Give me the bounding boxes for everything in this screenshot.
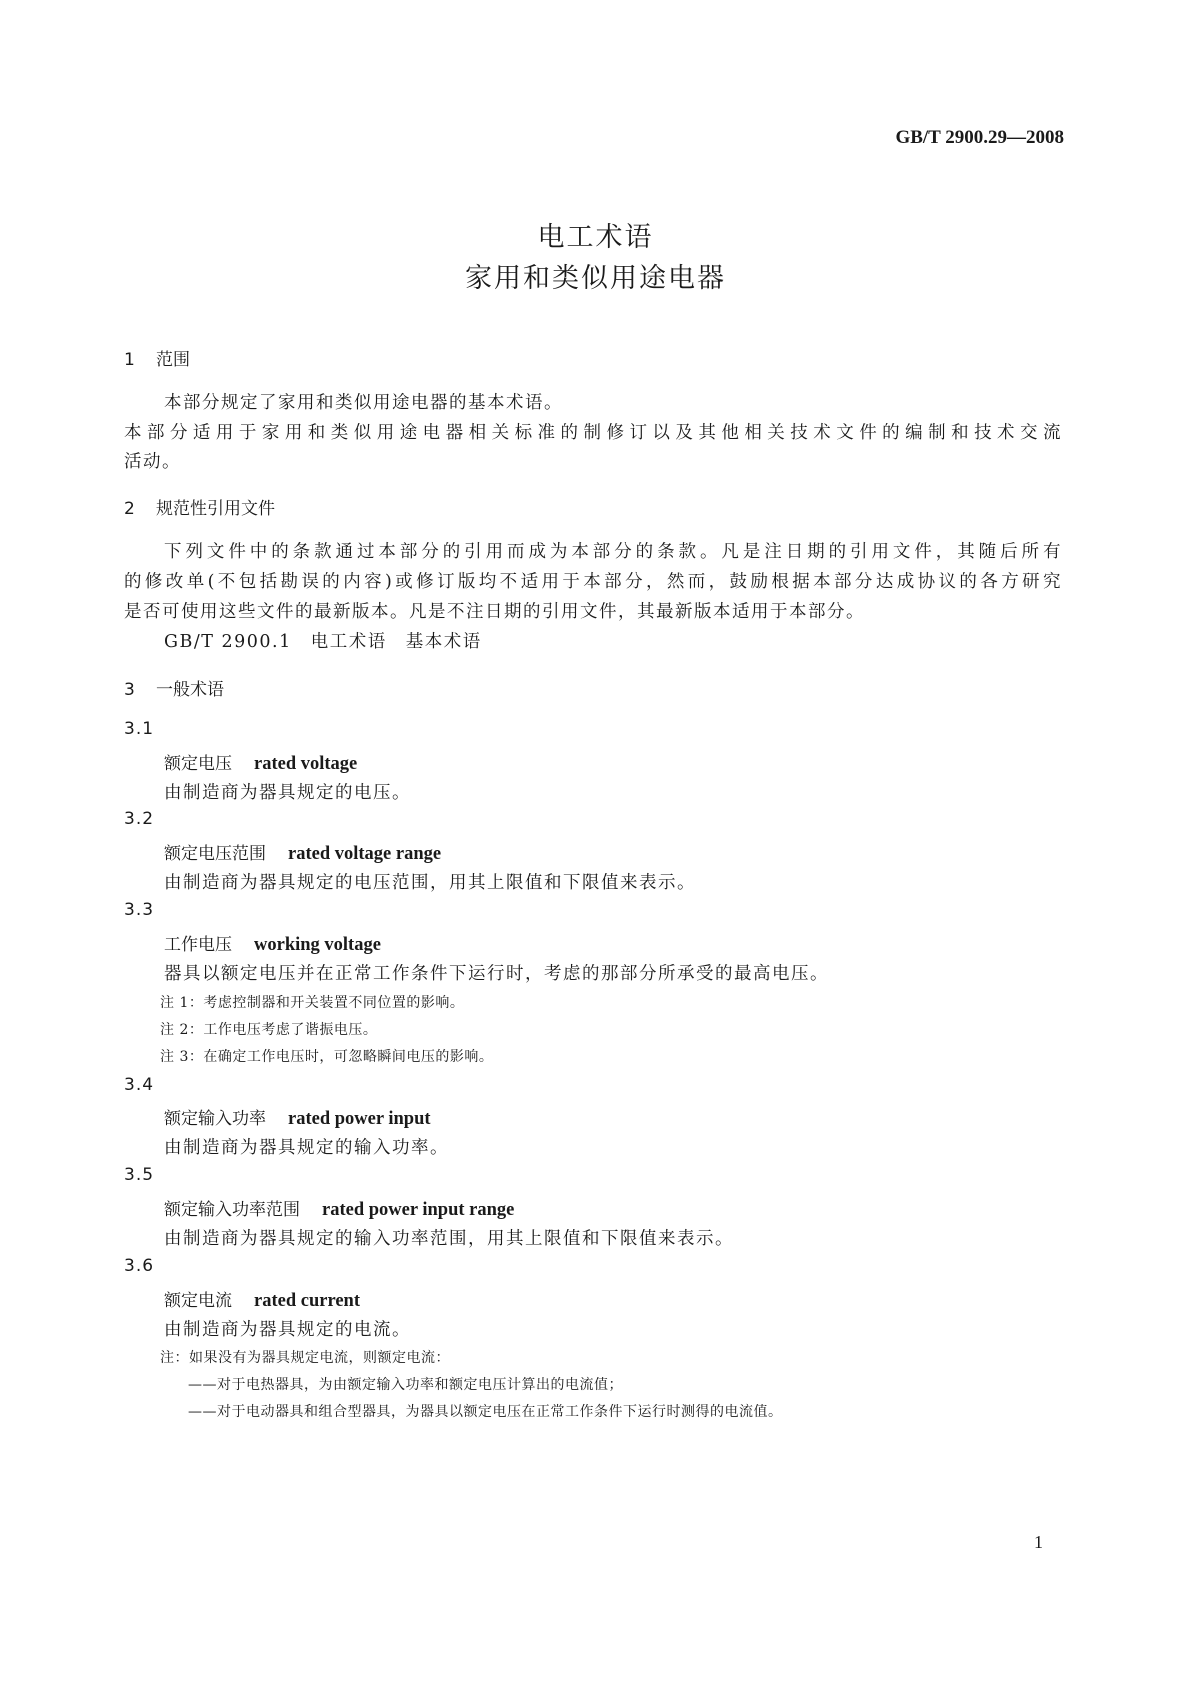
term-definition: 由制造商为器具规定的输入功率。: [164, 1138, 449, 1158]
term-entry: [164, 1195, 514, 1221]
term-en: rated power input range: [322, 1200, 515, 1220]
term-en: rated power input: [288, 1109, 431, 1129]
term-zh: 额定电压: [164, 754, 232, 774]
section-3-heading: [124, 675, 224, 700]
term-zh: 额定输入功率范围: [164, 1200, 300, 1220]
term-note: 注 1：考虑控制器和开关装置不同位置的影响。: [160, 995, 465, 1011]
section-title: 一般术语: [156, 680, 224, 700]
paragraph-line: 是否可使用这些文件的最新版本。凡是不注日期的引用文件，其最新版本适用于本部分。: [124, 602, 865, 622]
term-entry: [164, 749, 357, 775]
section-number: 2: [124, 499, 135, 519]
clause-number: 3.4: [124, 1075, 155, 1095]
term-zh: 额定电流: [164, 1291, 232, 1311]
term-note-item: ——对于电动器具和组合型器具，为器具以额定电压在正常工作条件下运行时测得的电流值。: [188, 1404, 783, 1420]
term-entry: [164, 930, 381, 956]
term-definition: 由制造商为器具规定的电流。: [164, 1320, 411, 1340]
term-en: rated current: [254, 1291, 360, 1311]
clause-number: 3.1: [124, 719, 155, 739]
term-note: 注 3：在确定工作电压时，可忽略瞬间电压的影响。: [160, 1049, 494, 1065]
clause-number: 3.6: [124, 1256, 155, 1276]
term-note-item: ——对于电热器具，为由额定输入功率和额定电压计算出的电流值；: [188, 1377, 623, 1393]
term-entry: [164, 1286, 360, 1312]
clause-number: 3.2: [124, 809, 155, 829]
term-zh: 额定输入功率: [164, 1109, 266, 1129]
standard-code: GB/T 2900.29—2008: [895, 127, 1064, 148]
paragraph-line: 本部分适用于家用和类似用途电器相关标准的制修订以及其他相关技术文件的编制和技术交流: [124, 423, 1062, 443]
document-title-line2: 家用和类似用途电器: [465, 263, 726, 294]
document-title-line1: 电工术语: [537, 222, 654, 253]
term-entry: [164, 1104, 431, 1130]
section-1-heading: [124, 345, 190, 370]
clause-number: 3.5: [124, 1165, 155, 1185]
normative-reference: GB/T 2900.1 电工术语 基本术语: [164, 632, 482, 652]
term-definition: 由制造商为器具规定的输入功率范围，用其上限值和下限值来表示。: [164, 1229, 734, 1249]
term-note: 注：如果没有为器具规定电流，则额定电流：: [160, 1350, 450, 1366]
paragraph-line: 的修改单(不包括勘误的内容)或修订版均不适用于本部分，然而，鼓励根据本部分达成协议的各方研究: [124, 572, 1062, 592]
term-en: working voltage: [254, 935, 381, 955]
term-definition: 由制造商为器具规定的电压范围，用其上限值和下限值来表示。: [164, 873, 696, 893]
section-number: 3: [124, 680, 135, 700]
paragraph: 本部分规定了家用和类似用途电器的基本术语。: [164, 393, 563, 413]
term-definition: 由制造商为器具规定的电压。: [164, 783, 411, 803]
paragraph-line: 下列文件中的条款通过本部分的引用而成为本部分的条款。凡是注日期的引用文件，其随后所有: [164, 542, 1062, 562]
section-number: 1: [124, 350, 135, 370]
paragraph-line: 活动。: [124, 452, 181, 472]
page-number: 1: [1034, 1532, 1043, 1552]
term-zh: 工作电压: [164, 935, 232, 955]
clause-number: 3.3: [124, 900, 155, 920]
term-zh: 额定电压范围: [164, 844, 266, 864]
section-2-heading: [124, 494, 275, 519]
section-title: 范围: [156, 350, 190, 370]
term-note: 注 2：工作电压考虑了谐振电压。: [160, 1022, 378, 1038]
section-title: 规范性引用文件: [156, 499, 275, 519]
term-en: rated voltage: [254, 754, 358, 774]
term-en: rated voltage range: [288, 844, 442, 864]
term-entry: [164, 839, 441, 865]
term-definition: 器具以额定电压并在正常工作条件下运行时，考虑的那部分所承受的最高电压。: [164, 964, 829, 984]
